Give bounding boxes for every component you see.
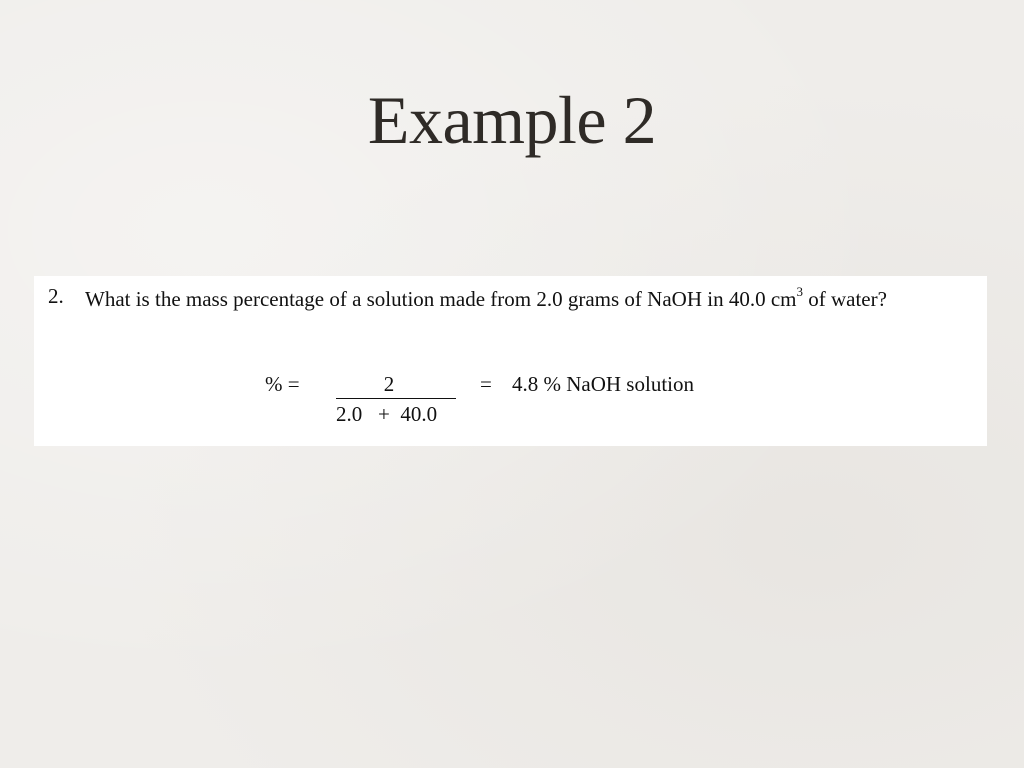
fraction-denominator: 2.0 + 40.0: [336, 402, 438, 426]
question-text-part2: of water?: [802, 287, 887, 311]
question-number: 2.: [48, 284, 64, 308]
fraction-numerator: 2: [383, 372, 395, 396]
problem-panel: [34, 276, 987, 446]
question-superscript: 3: [796, 284, 803, 299]
fraction: [336, 372, 458, 427]
equation-equals: =: [480, 372, 492, 396]
slide-title: Example 2: [367, 82, 657, 158]
question-text: [85, 284, 965, 314]
equation-result: 4.8 % NaOH solution: [512, 372, 694, 396]
fraction-bar: [336, 398, 456, 399]
question-text-part1: What is the mass percentage of a solution made from 2.0 grams of NaOH in 40.0 cm: [85, 287, 797, 311]
equation-lhs: % =: [265, 372, 300, 396]
